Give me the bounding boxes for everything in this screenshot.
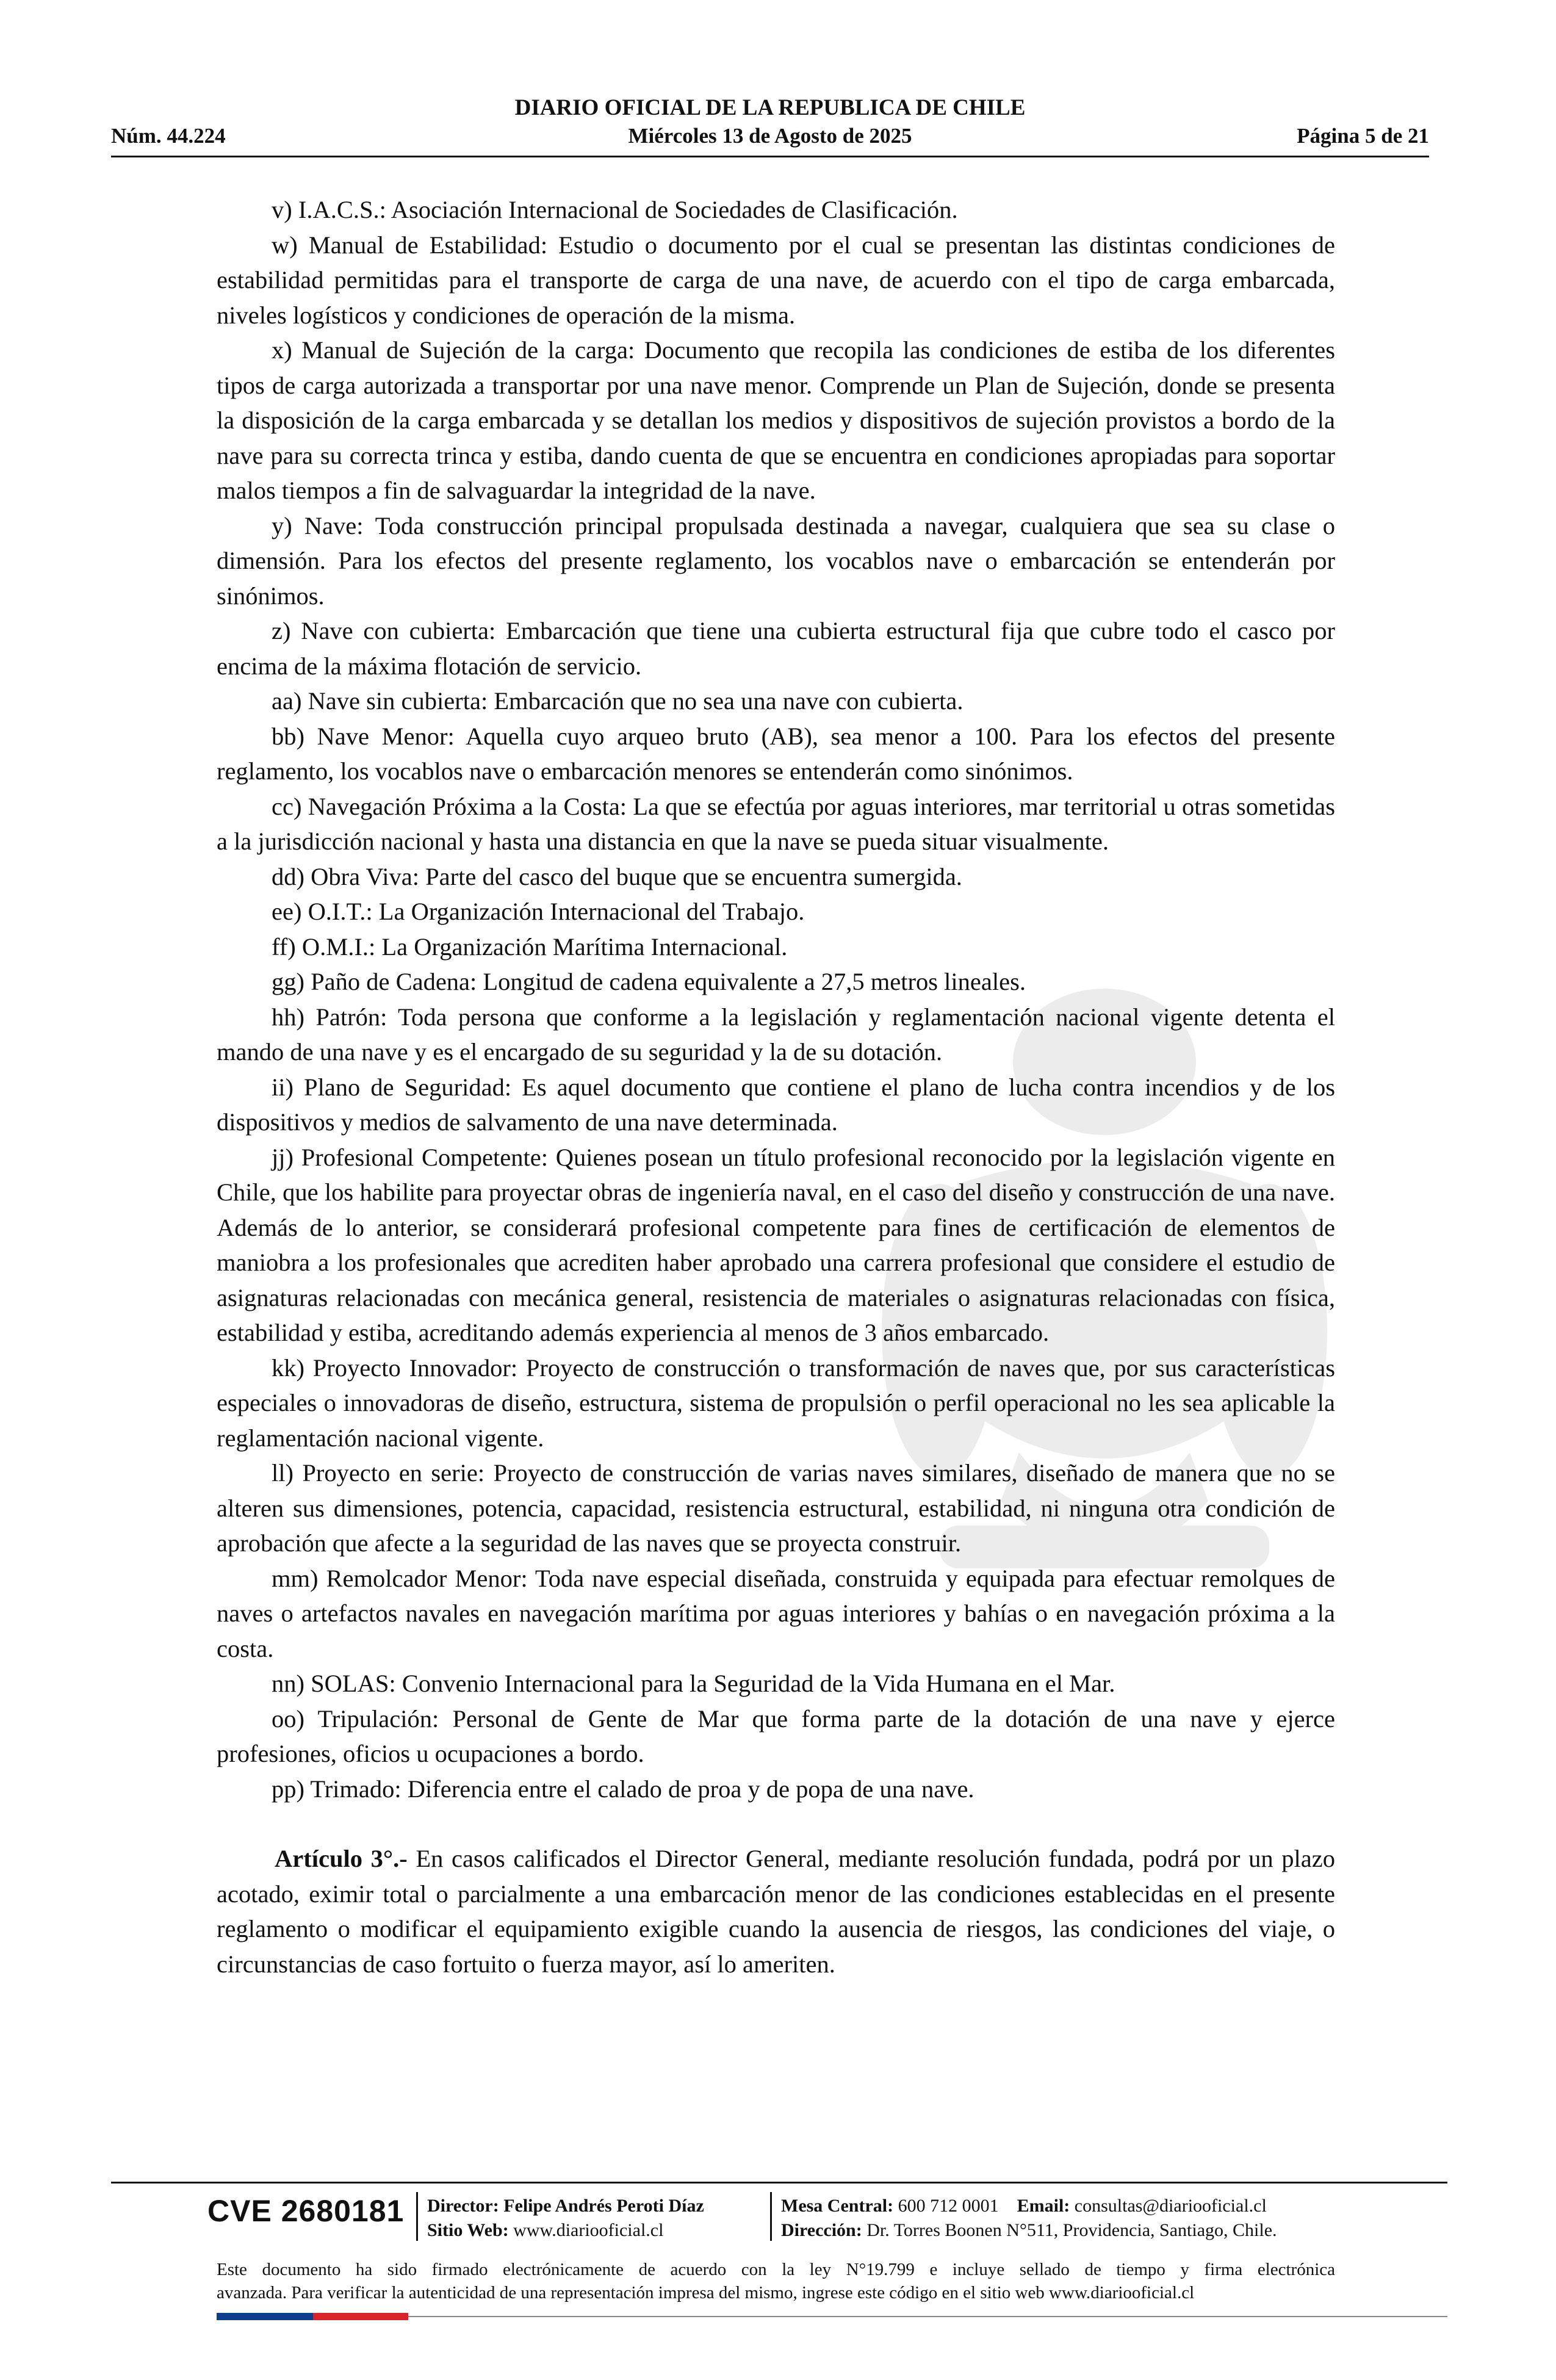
- definition-paragraph: ll) Proyecto en serie: Proyecto de construcción de varias naves similares, diseñado de manera que no se alteren sus dimensiones, potencia, capacidad, resistencia estructural, estabilidad, ni ninguna otra condición de aprobación que afecte a la seguridad de las naves que se proyecta construir.: [217, 1459, 1335, 1557]
- definition-paragraph: x) Manual de Sujeción de la carga: Documento que recopila las condiciones de estiba de los diferentes tipos de carga autorizada a transportar por una nave menor. Comprende un Plan de Sujeción, donde se presenta la disposición de la carga embarcada y se detallan los medios y dispositivos de sujeción provistos a bordo de la nave para su correcta trinca y estiba, dando cuenta de que se encuentra en condiciones apropiadas para soportar malos tiempos a fin de salvaguardar la integridad de la nave.: [217, 336, 1335, 504]
- issue-date: Miércoles 13 de Agosto de 2025: [628, 124, 912, 148]
- definition-paragraph: aa) Nave sin cubierta: Embarcación que no sea una nave con cubierta.: [272, 687, 963, 715]
- definition-paragraph: mm) Remolcador Menor: Toda nave especial diseñada, construida y equipada para efectuar remolques de naves o artefactos navales en navegación marítima por aguas interiores y bahías o en navegación próxima a la costa.: [217, 1564, 1335, 1662]
- article-3-paragraph: [217, 1841, 1335, 1982]
- footer-divider: [111, 2182, 1447, 2183]
- definition-paragraph: bb) Nave Menor: Aquella cuyo arqueo bruto (AB), sea menor a 100. Para los efectos del presente reglamento, los vocablos nave o embarcación menores se entenderán como sinónimos.: [217, 722, 1335, 785]
- definition-paragraph: gg) Paño de Cadena: Longitud de cadena equivalente a 27,5 metros lineales.: [272, 968, 1026, 995]
- website-label: Sitio Web:: [427, 2220, 509, 2240]
- definition-paragraph: ee) O.I.T.: La Organización Internacional del Trabajo.: [272, 898, 805, 925]
- director-label: Director:: [427, 2196, 499, 2216]
- definition-paragraph: jj) Profesional Competente: Quienes posean un título profesional reconocido por la legislación vigente en Chile, que los habilite para proyectar obras de ingeniería naval, en el caso del diseño y construcción de una nave. Además de lo anterior, se considerará profesional competente para fines de certificación de elementos de maniobra a los profesionales que acrediten haber aprobado una carrera profesional que considere el estudio de asignaturas relacionadas con mecánica general, resistencia de materiales o asignaturas relacionadas con física, estabilidad y estiba, acreditando además experiencia al menos de 3 años embarcado.: [217, 1143, 1335, 1346]
- definition-paragraph: cc) Navegación Próxima a la Costa: La que se efectúa por aguas interiores, mar territorial u otras sometidas a la jurisdicción nacional y hasta una distancia en que la nave se pueda situar visualmente.: [217, 792, 1335, 855]
- footer-director-block: [427, 2194, 704, 2243]
- definition-paragraph: dd) Obra Viva: Parte del casco del buque que se encuentra sumergida.: [272, 862, 962, 890]
- director-name: Felipe Andrés Peroti Díaz: [499, 2196, 704, 2216]
- footer-contact-block: [781, 2194, 1277, 2243]
- footer-separator: [416, 2192, 418, 2241]
- mesa-label: Mesa Central:: [781, 2196, 894, 2216]
- issue-number: Núm. 44.224: [111, 124, 226, 148]
- address-label: Dirección:: [781, 2220, 862, 2240]
- definition-paragraph: pp) Trimado: Diferencia entre el calado de proa y de popa de una nave.: [272, 1775, 974, 1803]
- definition-paragraph: hh) Patrón: Toda persona que conforme a la legislación y reglamentación nacional vigente detenta el mando de una nave y es el encargado de su seguridad y la de su dotación.: [217, 1003, 1335, 1066]
- definition-paragraph: nn) SOLAS: Convenio Internacional para la Seguridad de la Vida Humana en el Mar.: [272, 1670, 1115, 1697]
- email-link[interactable]: consultas@diariooficial.cl: [1070, 2196, 1267, 2216]
- definition-paragraph: ff) O.M.I.: La Organización Marítima Internacional.: [272, 932, 788, 961]
- address-text: Dr. Torres Boonen N°511, Providencia, Santiago, Chile.: [862, 2220, 1277, 2240]
- page-header: [111, 95, 1429, 156]
- footer-bottom-line: [408, 2316, 1447, 2317]
- definition-paragraph: kk) Proyecto Innovador: Proyecto de construcción o transformación de naves que, por sus características especiales o innovadoras de diseño, estructura, sistema de propulsión o perfil operacional no les sea aplicable la reglamentación nacional vigente.: [217, 1354, 1335, 1452]
- website-link[interactable]: www.diariooficial.cl: [508, 2220, 664, 2240]
- page-number: Página 5 de 21: [1297, 124, 1429, 148]
- definition-paragraph: y) Nave: Toda construcción principal propulsada destinada a navegar, cualquiera que sea su clase o dimensión. Para los efectos del presente reglamento, los vocablos nave o embarcación se entenderán por sinónimos.: [217, 511, 1335, 610]
- flag-stripe-blue: [217, 2313, 313, 2320]
- newspaper-title: DIARIO OFICIAL DE LA REPUBLICA DE CHILE: [514, 95, 1026, 120]
- definition-paragraph: v) I.A.C.S.: Asociación Internacional de Sociedades de Clasificación.: [272, 196, 958, 223]
- legal-notice-line-2: avanzada. Para verificar la autenticidad de una representación impresa del mismo, ingrese este código en el sitio web www.diariooficial.cl: [217, 2283, 1195, 2302]
- flag-stripe-red: [313, 2313, 408, 2320]
- article-text: En casos calificados el Director General, mediante resolución fundada, podrá por un plazo acotado, eximir total o parcialmente a una embarcación menor de las condiciones establecidas en el presente reglamento o modificar el equipamiento exigible cuando la ausencia de riesgos, las condiciones del viaje, o circunstancias de caso fortuito o fuerza mayor, así lo ameriten.: [217, 1845, 1335, 1978]
- article-heading: Artículo 3°.-: [275, 1845, 408, 1872]
- mesa-phone: 600 712 0001: [893, 2196, 999, 2216]
- footer-separator: [770, 2192, 772, 2241]
- email-label: Email:: [1017, 2196, 1070, 2216]
- legal-notice: [217, 2258, 1335, 2304]
- document-body: [217, 192, 1335, 1982]
- definition-paragraph: oo) Tripulación: Personal de Gente de Mar que forma parte de la dotación de una nave y ejerce profesiones, oficios u ocupaciones a bordo.: [217, 1704, 1335, 1767]
- header-divider: [111, 156, 1429, 157]
- cve-code: CVE 2680181: [207, 2194, 405, 2228]
- definition-paragraph: z) Nave con cubierta: Embarcación que tiene una cubierta estructural fija que cubre todo el casco por encima de la máxima flotación de servicio.: [217, 617, 1335, 680]
- definition-paragraph: ii) Plano de Seguridad: Es aquel documento que contiene el plano de lucha contra incendios y de los dispositivos y medios de salvamento de una nave determinada.: [217, 1073, 1335, 1136]
- legal-notice-line-1: Este documento ha sido firmado electrónicamente de acuerdo con la ley N°19.799 e incluye sellado de tiempo y firma electrónica: [217, 2260, 1335, 2279]
- definition-paragraph: w) Manual de Estabilidad: Estudio o documento por el cual se presentan las distintas condiciones de estabilidad permitidas para el transporte de carga de una nave, de acuerdo con el tipo de carga embarcada, niveles logísticos y condiciones de operación de la misma.: [217, 231, 1335, 329]
